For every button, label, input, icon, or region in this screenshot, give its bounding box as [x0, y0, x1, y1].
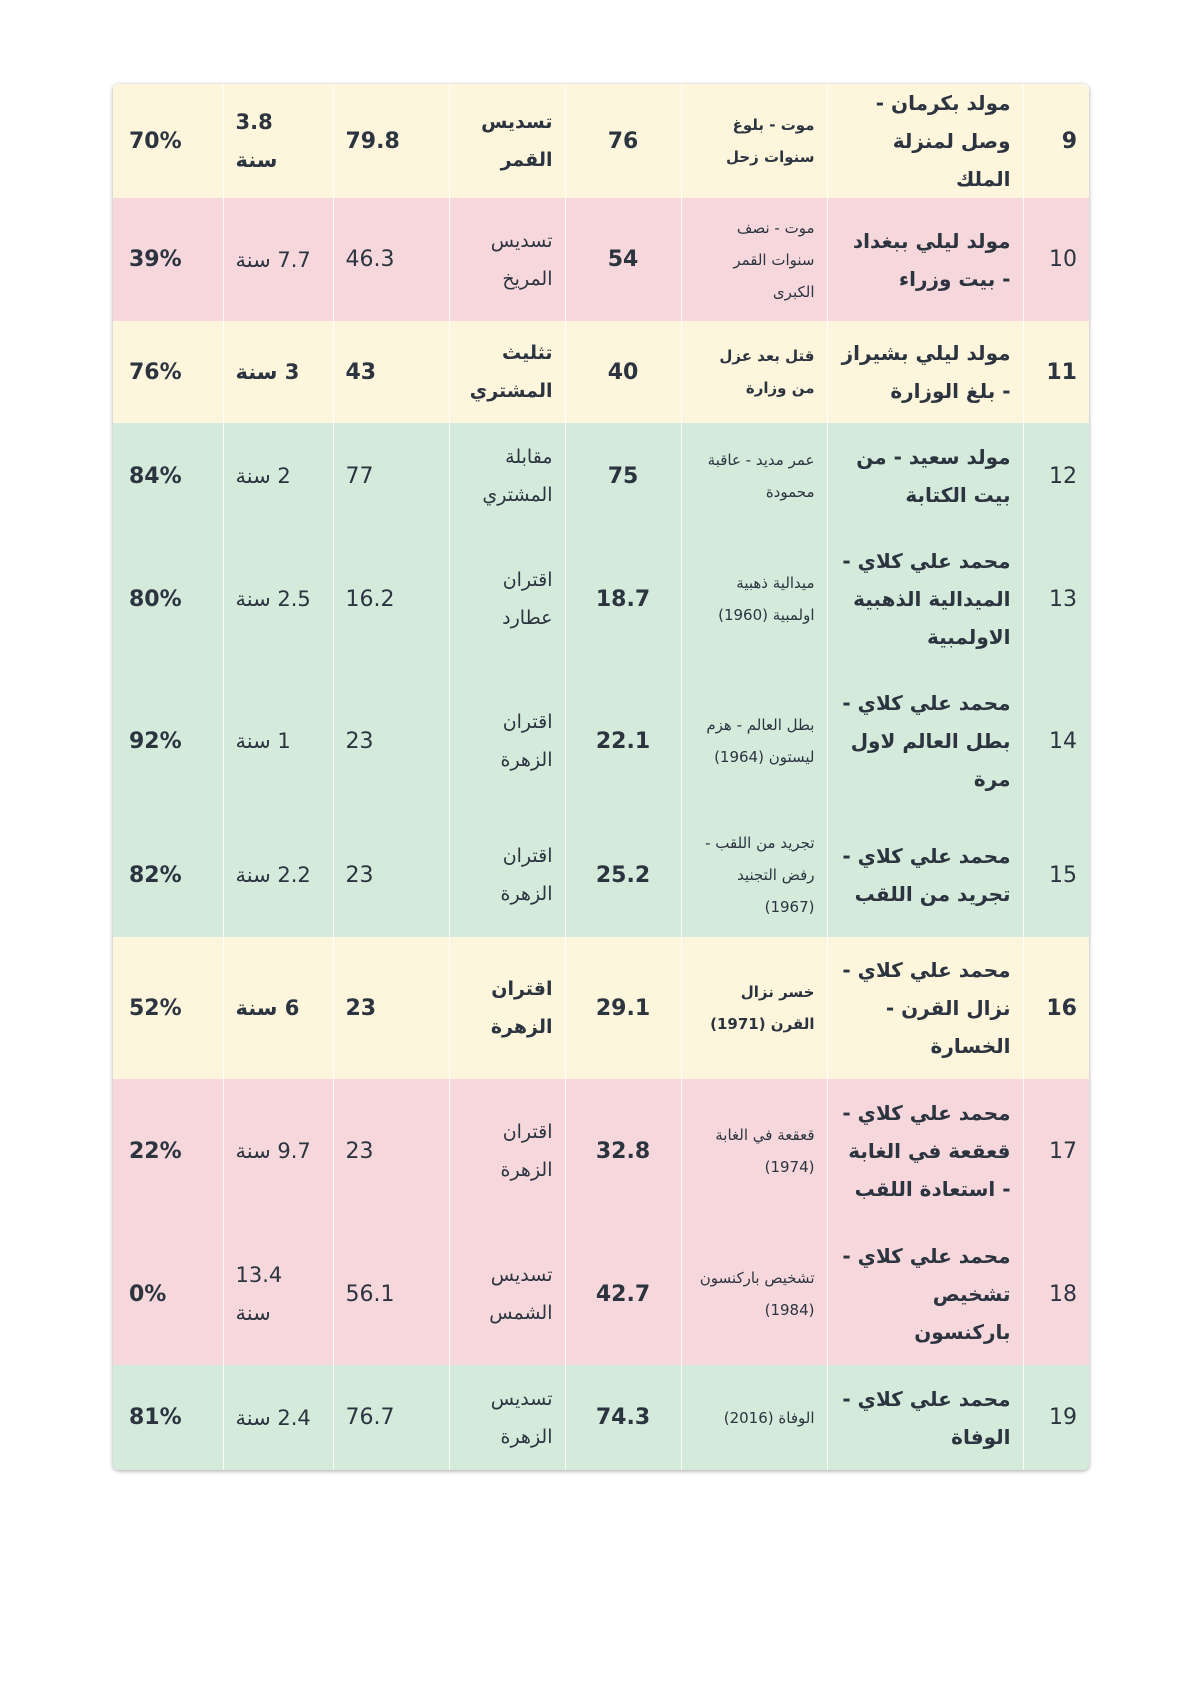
- table-row: [113, 423, 1089, 529]
- age-value: 76: [565, 84, 681, 198]
- case-title: مولد ليلي ببغداد - بيت وزراء: [827, 198, 1023, 321]
- aspect-label: مقابلة المشتري: [449, 423, 565, 529]
- table-row: [113, 198, 1089, 321]
- difference-duration: 3.8 سنة: [223, 84, 333, 198]
- difference-duration: 1 سنة: [223, 669, 333, 813]
- row-number: 11: [1023, 321, 1089, 423]
- results-table: [113, 84, 1089, 1470]
- table-row: [113, 529, 1089, 669]
- calculated-value: 76.7: [333, 1365, 449, 1470]
- difference-duration: 2.2 سنة: [223, 813, 333, 937]
- difference-duration: 6 سنة: [223, 937, 333, 1079]
- event-description: تشخيص باركنسون (1984): [681, 1223, 827, 1365]
- age-value: 40: [565, 321, 681, 423]
- aspect-label: تسديس المريخ: [449, 198, 565, 321]
- calculated-value: 46.3: [333, 198, 449, 321]
- aspect-label: تسديس الشمس: [449, 1223, 565, 1365]
- results-table-card: [113, 84, 1089, 1470]
- match-percentage: 70%: [113, 84, 223, 198]
- match-percentage: 92%: [113, 669, 223, 813]
- difference-duration: 13.4 سنة: [223, 1223, 333, 1365]
- case-title: مولد بكرمان - وصل لمنزلة الملك: [827, 84, 1023, 198]
- aspect-label: تسديس القمر: [449, 84, 565, 198]
- aspect-label: اقتران الزهرة: [449, 813, 565, 937]
- table-row: [113, 321, 1089, 423]
- match-percentage: 0%: [113, 1223, 223, 1365]
- match-percentage: 22%: [113, 1079, 223, 1223]
- event-description: قعقعة في الغابة (1974): [681, 1079, 827, 1223]
- age-value: 32.8: [565, 1079, 681, 1223]
- calculated-value: 56.1: [333, 1223, 449, 1365]
- difference-duration: 3 سنة: [223, 321, 333, 423]
- age-value: 74.3: [565, 1365, 681, 1470]
- event-description: تجريد من اللقب - رفض التجنيد (1967): [681, 813, 827, 937]
- aspect-label: اقتران عطارد: [449, 529, 565, 669]
- aspect-label: اقتران الزهرة: [449, 937, 565, 1079]
- table-row: [113, 1223, 1089, 1365]
- difference-duration: 9.7 سنة: [223, 1079, 333, 1223]
- event-description: بطل العالم - هزم ليستون (1964): [681, 669, 827, 813]
- row-number: 10: [1023, 198, 1089, 321]
- event-description: موت - بلوغ سنوات زحل: [681, 84, 827, 198]
- row-number: 15: [1023, 813, 1089, 937]
- row-number: 12: [1023, 423, 1089, 529]
- row-number: 16: [1023, 937, 1089, 1079]
- case-title: مولد ليلي بشيراز - بلغ الوزارة: [827, 321, 1023, 423]
- aspect-label: اقتران الزهرة: [449, 669, 565, 813]
- case-title: محمد علي كلاي - تشخيص باركنسون: [827, 1223, 1023, 1365]
- case-title: محمد علي كلاي - الميدالية الذهبية الاولمبية: [827, 529, 1023, 669]
- age-value: 25.2: [565, 813, 681, 937]
- table-row: [113, 937, 1089, 1079]
- calculated-value: 77: [333, 423, 449, 529]
- calculated-value: 79.8: [333, 84, 449, 198]
- calculated-value: 23: [333, 937, 449, 1079]
- age-value: 75: [565, 423, 681, 529]
- match-percentage: 80%: [113, 529, 223, 669]
- calculated-value: 43: [333, 321, 449, 423]
- age-value: 29.1: [565, 937, 681, 1079]
- difference-duration: 7.7 سنة: [223, 198, 333, 321]
- difference-duration: 2.5 سنة: [223, 529, 333, 669]
- case-title: محمد علي كلاي - قعقعة في الغابة - استعادة اللقب: [827, 1079, 1023, 1223]
- match-percentage: 81%: [113, 1365, 223, 1470]
- case-title: محمد علي كلاي - تجريد من اللقب: [827, 813, 1023, 937]
- event-description: عمر مديد - عاقبة محمودة: [681, 423, 827, 529]
- age-value: 18.7: [565, 529, 681, 669]
- table-row: [113, 84, 1089, 198]
- age-value: 54: [565, 198, 681, 321]
- table-row: [113, 813, 1089, 937]
- age-value: 42.7: [565, 1223, 681, 1365]
- case-title: مولد سعيد - من بيت الكتابة: [827, 423, 1023, 529]
- row-number: 19: [1023, 1365, 1089, 1470]
- match-percentage: 76%: [113, 321, 223, 423]
- difference-duration: 2 سنة: [223, 423, 333, 529]
- aspect-label: تسديس الزهرة: [449, 1365, 565, 1470]
- calculated-value: 23: [333, 669, 449, 813]
- row-number: 9: [1023, 84, 1089, 198]
- aspect-label: اقتران الزهرة: [449, 1079, 565, 1223]
- aspect-label: تثليث المشتري: [449, 321, 565, 423]
- case-title: محمد علي كلاي - نزال القرن - الخسارة: [827, 937, 1023, 1079]
- row-number: 14: [1023, 669, 1089, 813]
- table-row: [113, 669, 1089, 813]
- calculated-value: 23: [333, 813, 449, 937]
- event-description: خسر نزال القرن (1971): [681, 937, 827, 1079]
- case-title: محمد علي كلاي - الوفاة: [827, 1365, 1023, 1470]
- match-percentage: 39%: [113, 198, 223, 321]
- calculated-value: 16.2: [333, 529, 449, 669]
- match-percentage: 84%: [113, 423, 223, 529]
- event-description: قتل بعد عزل من وزارة: [681, 321, 827, 423]
- table-row: [113, 1365, 1089, 1470]
- event-description: الوفاة (2016): [681, 1365, 827, 1470]
- row-number: 18: [1023, 1223, 1089, 1365]
- match-percentage: 52%: [113, 937, 223, 1079]
- case-title: محمد علي كلاي - بطل العالم لاول مرة: [827, 669, 1023, 813]
- age-value: 22.1: [565, 669, 681, 813]
- event-description: موت - نصف سنوات القمر الكبرى: [681, 198, 827, 321]
- calculated-value: 23: [333, 1079, 449, 1223]
- row-number: 13: [1023, 529, 1089, 669]
- match-percentage: 82%: [113, 813, 223, 937]
- difference-duration: 2.4 سنة: [223, 1365, 333, 1470]
- row-number: 17: [1023, 1079, 1089, 1223]
- table-row: [113, 1079, 1089, 1223]
- event-description: ميدالية ذهبية اولمبية (1960): [681, 529, 827, 669]
